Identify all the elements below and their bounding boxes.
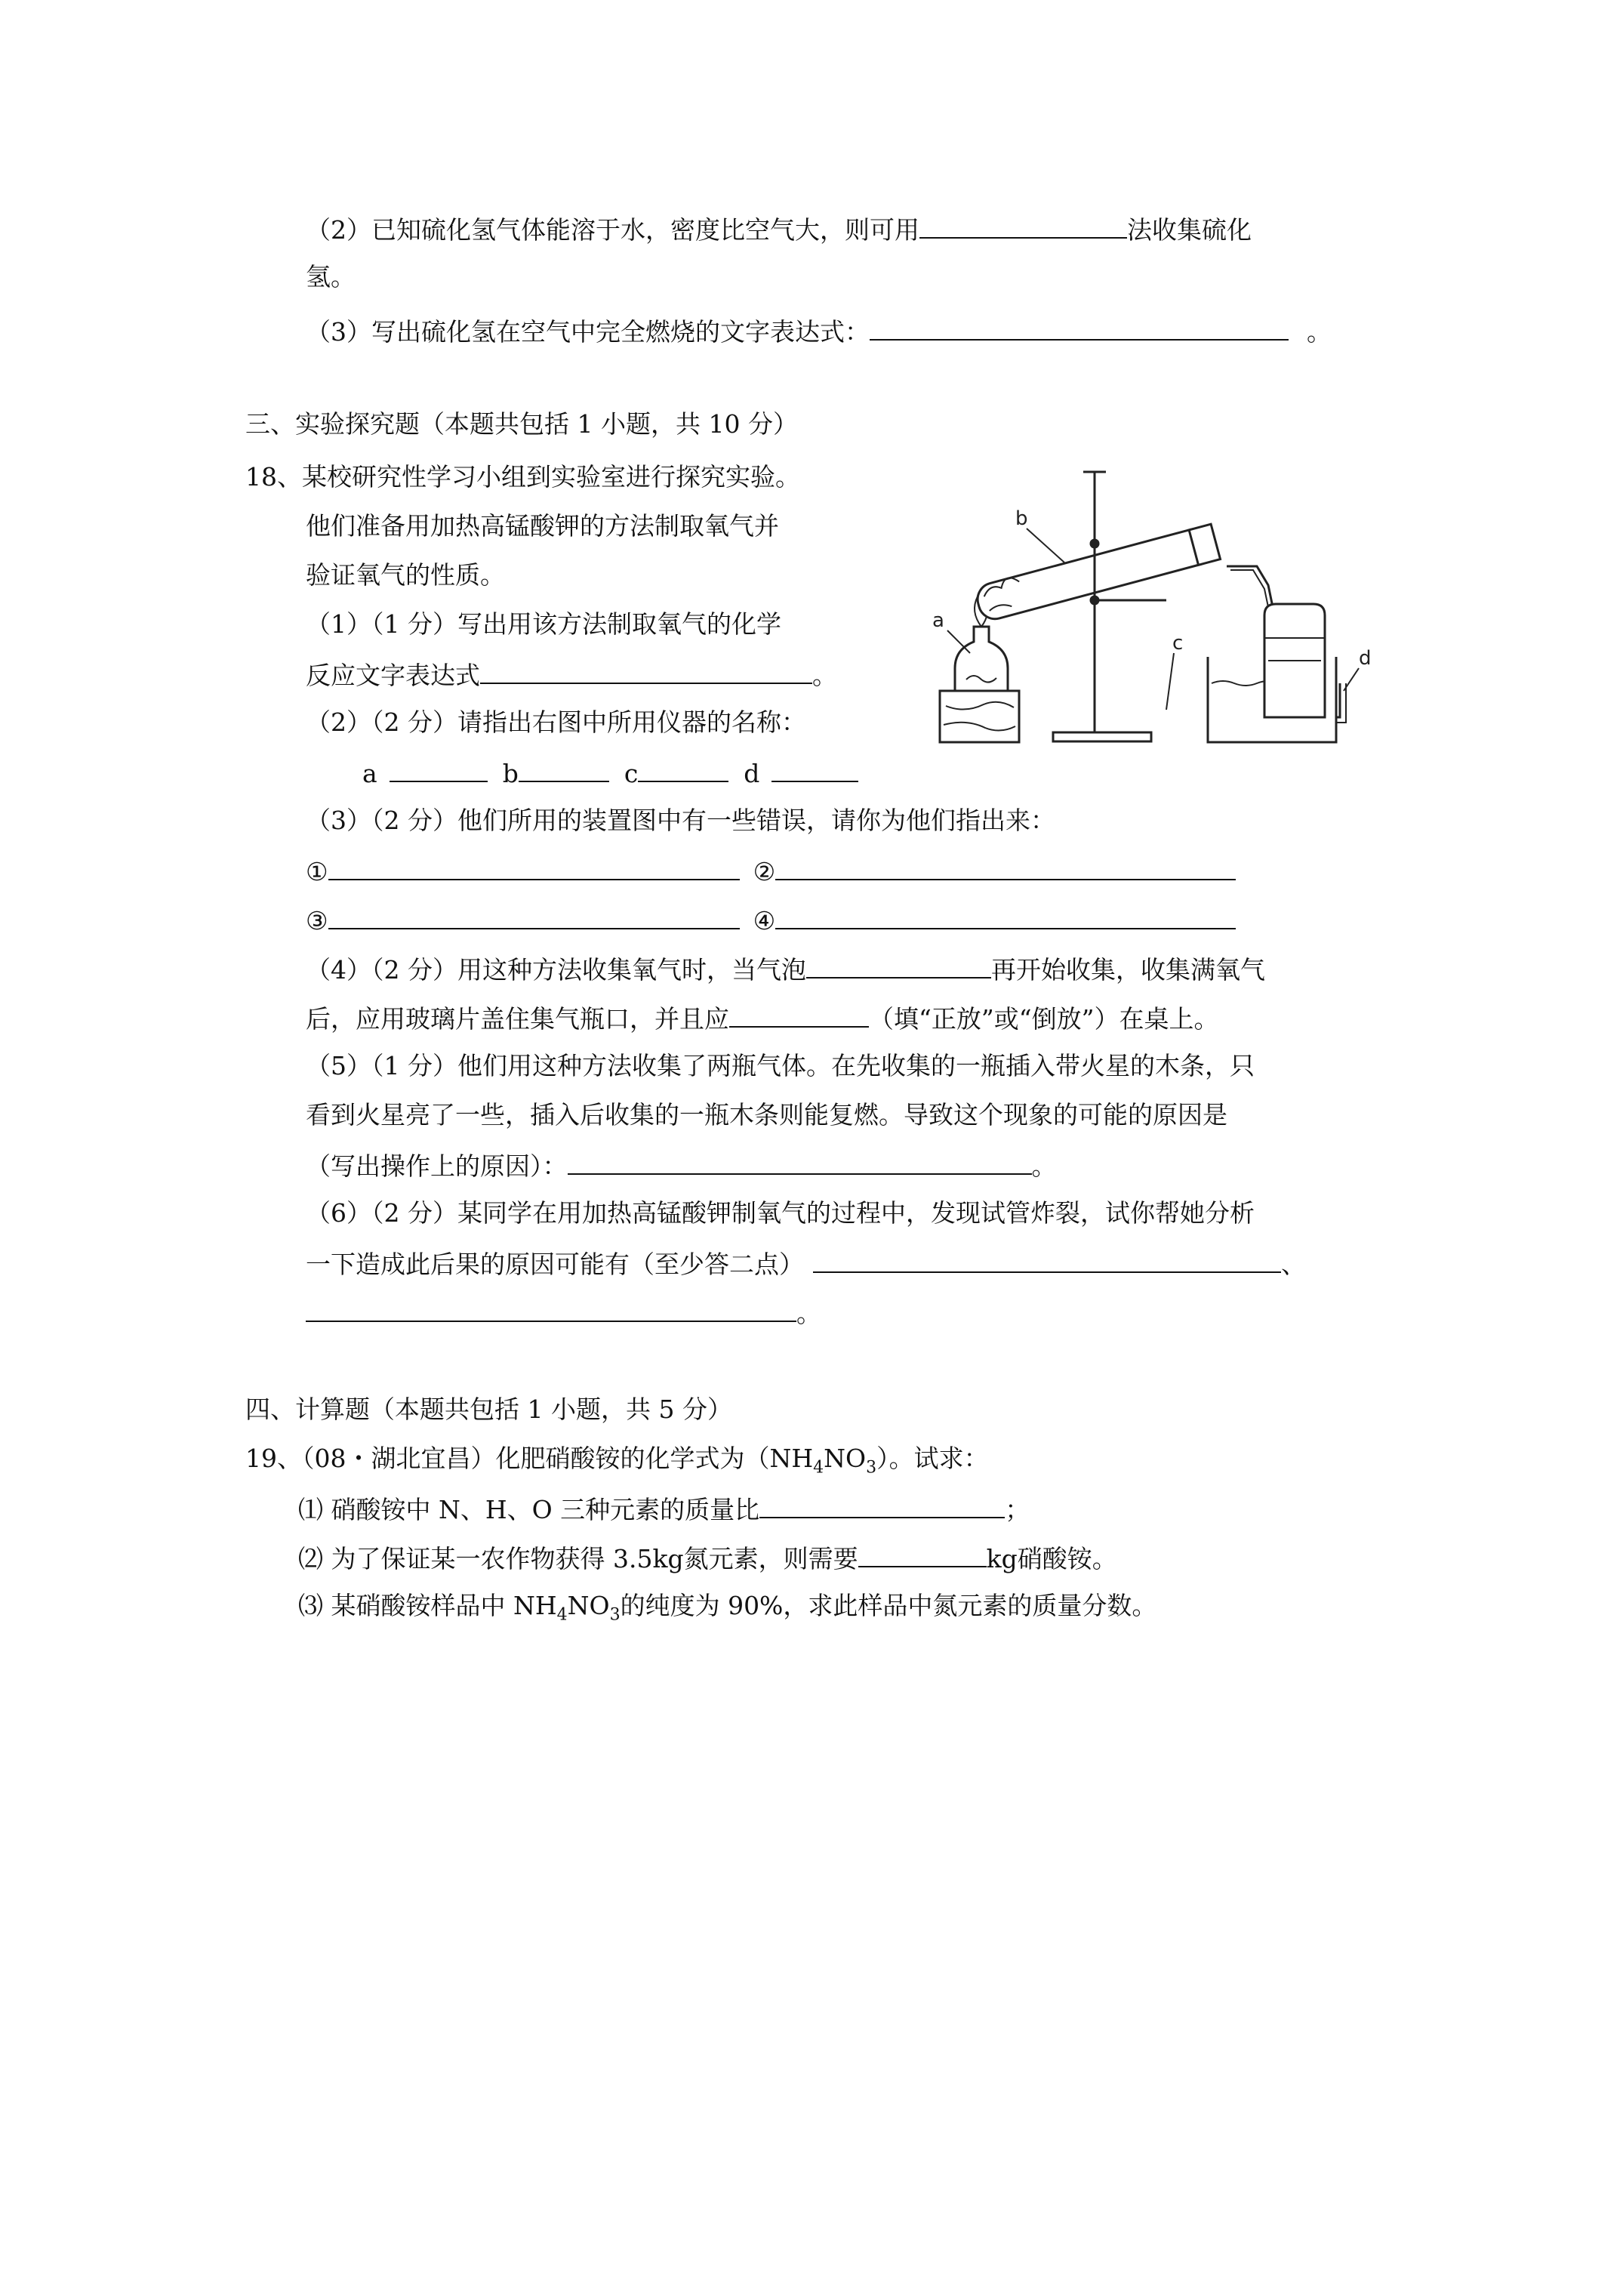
q18-error-blank-3[interactable] [328, 902, 740, 929]
q17-part3-text: （3）写出硫化氢在空气中完全燃烧的文字表达式： [306, 317, 870, 347]
wood-block [940, 691, 1019, 742]
q18-part4-text-c: 后，应用玻璃片盖住集气瓶口，并且应 [306, 1004, 729, 1034]
q19-sub-3: 3 [866, 1458, 877, 1478]
q17-part2-line2 [306, 260, 356, 294]
q18-intro-line3: 验证氧气的性质。 [306, 560, 505, 590]
q18-part3-line: （3）（2 分）他们所用的装置图中有一些错误，请你为他们指出来： [306, 806, 1055, 835]
q19-part2 [298, 1540, 1117, 1576]
q19-sub-4: 4 [813, 1458, 824, 1478]
q17-part3-blank[interactable] [870, 313, 1289, 341]
q19-part3-sub3: 3 [609, 1605, 621, 1625]
q18-intro-line2: 他们准备用加热高锰酸钾的方法制取氧气并 [306, 511, 779, 541]
section4-heading: 四、计算题（本题共包括 1 小题，共 5 分） [245, 1395, 732, 1424]
q18-error-row2 [306, 902, 1236, 938]
q18-marker-3: ③ [306, 906, 328, 935]
q18-error-blank-2[interactable] [775, 853, 1236, 880]
q17-part2-text: （2）已知硫化氢气体能溶于水，密度比空气大，则可用 [306, 215, 919, 245]
q18-part1-line1: （1）（1 分）写出用该方法制取氧气的化学 [306, 609, 781, 639]
q19-part2-text: ⑵ 为了保证某一农作物获得 3.5kg氮元素，则需要 [298, 1544, 858, 1573]
fig-label-b: b [1015, 507, 1028, 530]
q18-marker-2: ② [753, 857, 776, 886]
q18-part4-text-a: （4）（2 分）用这种方法收集氧气时，当气泡 [306, 955, 806, 985]
q18-error-blank-4[interactable] [775, 902, 1236, 929]
q18-part5-text-c: （写出操作上的原因）： [306, 1151, 568, 1181]
q18-part5-line2: 看到火星亮了一些，插入后收集的一瓶木条则能复燃。导致这个现象的可能的原因是 [306, 1100, 1227, 1130]
q18-intro-line1: 18、某校研究性学习小组到实验室进行探究实验。 [245, 462, 800, 492]
q18-part6-sep: 、 [1281, 1250, 1306, 1279]
q18-label-b: b [502, 759, 519, 788]
q18-part4-blank-1[interactable] [806, 951, 991, 978]
q18-blank-c[interactable] [638, 755, 728, 782]
q17-part2-blank[interactable] [919, 211, 1127, 239]
q18-part1-end: 。 [812, 661, 837, 690]
q18-part6-text-b: 一下造成此后果的原因可能有（至少答二点） [306, 1250, 804, 1279]
q19-part1-text: ⑴ 硝酸铵中 N、H、O 三种元素的质量比 [298, 1495, 760, 1524]
q19-intro [245, 1442, 989, 1478]
q19-intro-c: ）。试求： [876, 1444, 989, 1473]
q19-intro-b: NO [824, 1444, 867, 1473]
q18-error-row1 [306, 853, 1236, 889]
q18-part5-line1: （5）（1 分）他们用这种方法收集了两瓶气体。在先收集的一瓶插入带火星的木条，只 [306, 1051, 1255, 1080]
q18-part6-line1: （6）（2 分）某同学在用加热高锰酸钾制氧气的过程中，发现试管炸裂，试你帮她分析 [306, 1198, 1255, 1228]
q18-part6-blank-1[interactable] [813, 1246, 1281, 1273]
q18-part6-line2 [306, 1246, 1306, 1281]
q18-part4-text-d: （填“正放”或“倒放”）在桌上。 [869, 1004, 1219, 1034]
q18-part5-line3 [306, 1148, 1057, 1183]
fig-label-a: a [932, 609, 944, 632]
q18-part5-blank[interactable] [568, 1148, 1032, 1175]
q18-marker-1: ① [306, 857, 328, 886]
q18-blank-b[interactable] [519, 755, 609, 782]
q18-part6-blank-2[interactable] [306, 1295, 796, 1322]
oxygen-apparatus-figure [932, 464, 1389, 747]
q19-part3-a: ⑶ 某硝酸铵样品中 NH [298, 1591, 557, 1620]
q19-intro-a: 19、（08・湖北宜昌）化肥硝酸铵的化学式为（NH [245, 1444, 814, 1473]
q18-part4-line1 [306, 951, 1265, 987]
q18-part1-blank[interactable] [480, 657, 812, 684]
q18-blank-d[interactable] [771, 755, 858, 782]
q18-part5-end: 。 [1031, 1151, 1057, 1181]
q18-label-a: a [362, 759, 377, 788]
q18-part1-line2 [306, 657, 837, 692]
q19-part2-blank[interactable] [858, 1540, 987, 1567]
q19-part1 [298, 1491, 1030, 1527]
q19-part3-sub4: 4 [556, 1605, 568, 1625]
section3-heading: 三、实验探究题（本题共包括 1 小题，共 10 分） [245, 409, 798, 439]
q19-part1-end: ； [1005, 1495, 1030, 1524]
q18-marker-4: ④ [753, 906, 776, 935]
q17-part2-text-b: 法收集硫化 [1127, 215, 1252, 245]
q18-part4-blank-2[interactable] [729, 1000, 869, 1028]
q19-part3-c: 的纯度为 90%，求此样品中氮元素的质量分数。 [620, 1591, 1157, 1620]
q18-part2-blanks [362, 755, 858, 791]
q17-part3-line [306, 313, 1332, 349]
q19-part3 [298, 1589, 1156, 1623]
fig-label-d: d [1359, 647, 1372, 670]
q18-error-blank-1[interactable] [328, 853, 740, 880]
q18-part6-line3 [306, 1295, 821, 1330]
fig-label-c: c [1172, 632, 1184, 655]
q18-part2-line: （2）（2 分）请指出右图中所用仪器的名称： [306, 707, 806, 737]
q18-part6-end: 。 [796, 1299, 821, 1328]
q18-part4-line2 [306, 1000, 1218, 1036]
q18-label-d: d [744, 759, 760, 788]
stand-base [1053, 732, 1151, 741]
q17-part3-end: 。 [1307, 317, 1332, 347]
q17-part2-line1 [306, 211, 1252, 247]
q17-part2-text-c: 氢。 [306, 262, 356, 291]
alcohol-lamp [955, 627, 1008, 691]
q19-part2-end: kg硝酸铵。 [986, 1544, 1117, 1573]
q18-label-c: c [624, 759, 639, 788]
q18-part4-text-b: 再开始收集，收集满氧气 [990, 955, 1265, 985]
q18-part1-text: 反应文字表达式 [306, 661, 480, 690]
q19-part3-b: NO [567, 1591, 610, 1620]
q19-part1-blank[interactable] [759, 1491, 1005, 1518]
q18-blank-a[interactable] [390, 755, 488, 782]
